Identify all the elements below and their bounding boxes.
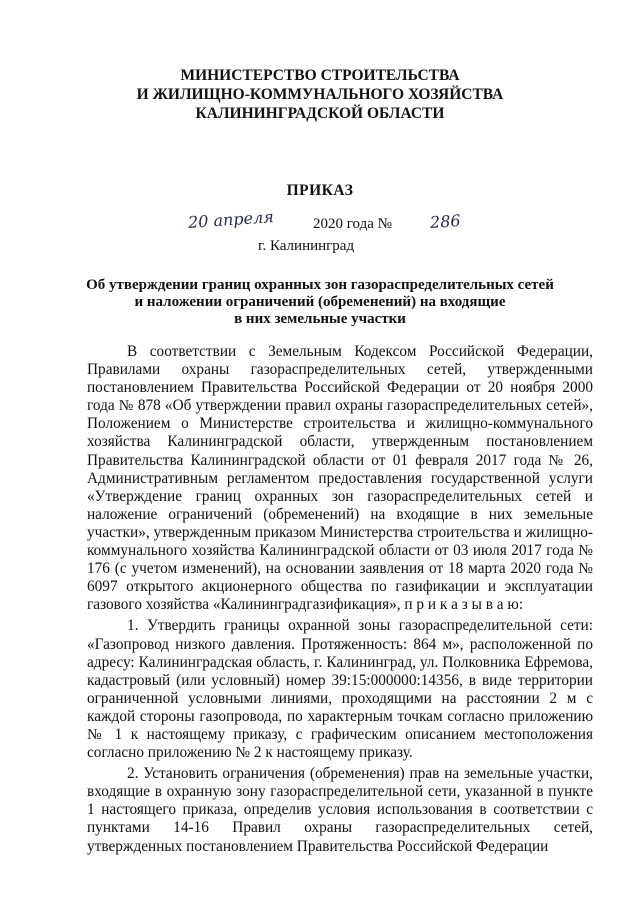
body-paragraph-preamble: В соответствии с Земельным Кодексом Российской Федерации, Правилами охраны газораспределительных сетей, утвержденными постановлением Правительства Российской Федерации от 20 ноября 2000 года № 878 «Об утверждении правил охраны газораспределительных сетей», Положением о Министерстве строительства и жилищно-коммунального хозяйства Калининградской области, утвержденным постановлением Правительства Калининградской области от 01 февраля 2017 года № 26, Административным регламентом предоставления государственной услуги «Утверждение границ охранных зон газораспределительных сетей и наложение ограничений (обременений) на входящие в них земельные участки», утвержденным приказом Министерства строительства и жилищно-коммунального хозяйства Калининградской области от 03 июля 2017 года № 176 (с учетом изменений), на основании заявления от 18 марта 2020 года № 6097 открытого акционерного общества по газификации и эксплуатации газового хозяйства «Калининградгазификация», п р и к а з ы в а ю: xyxy=(87,343,593,614)
order-subject xyxy=(0,277,640,328)
order-body xyxy=(87,343,593,856)
handwritten-date: 20 апреля xyxy=(187,207,275,232)
order-title: ПРИКАЗ xyxy=(286,182,354,199)
ministry-header-line-1: МИНИСТЕРСТВО СТРОИТЕЛЬСТВА xyxy=(180,67,460,84)
ministry-header-line-3: КАЛИНИНГРАДСКОЙ ОБЛАСТИ xyxy=(195,105,445,122)
subject-line-2: и наложении ограничений (обременений) на входящие xyxy=(134,294,506,310)
handwritten-order-number: 286 xyxy=(429,210,462,233)
order-city: г. Калининград xyxy=(258,238,355,254)
order-date-text: 2020 года № xyxy=(313,216,392,232)
handwritten-date-wrap xyxy=(187,207,288,232)
body-paragraph-item-2: 2. Установить ограничения (обременения) прав на земельные участки, входящие в охранную зону газораспределительной сети, указанной в пункте 1 настоящего приказа, определив условия использования в соответствии с пунктами 14-16 Правил охраны газораспределительных сетей, утвержденных постановлением Правительства Российской Федерации xyxy=(87,765,593,855)
subject-line-3: в них земельные участки xyxy=(234,311,406,327)
ministry-header xyxy=(0,66,640,123)
subject-line-1: Об утверждении границ охранных зон газораспределительных сетей xyxy=(86,277,554,293)
ministry-header-line-2: И ЖИЛИЩНО-КОММУНАЛЬНОГО ХОЗЯЙСТВА xyxy=(136,86,504,103)
handwritten-number-wrap xyxy=(430,212,461,232)
body-paragraph-item-1: 1. Утвердить границы охранной зоны газораспределительной сети: «Газопровод низкого давления. Протяженность: 864 м», расположенной по адресу: Калининградская область, г. Калининград, ул. Полковника Ефремова, кадастровый (или условный) номер 39:15:000000:14356, в виде территории ограниченной условными линиями, проходящими на расстоянии 2 м с каждой стороны газопровода, по характерным точкам согласно приложению № 1 к настоящему приказу, с графическим описанием местоположения согласно приложению № 2 к настоящему приказу. xyxy=(87,617,593,762)
